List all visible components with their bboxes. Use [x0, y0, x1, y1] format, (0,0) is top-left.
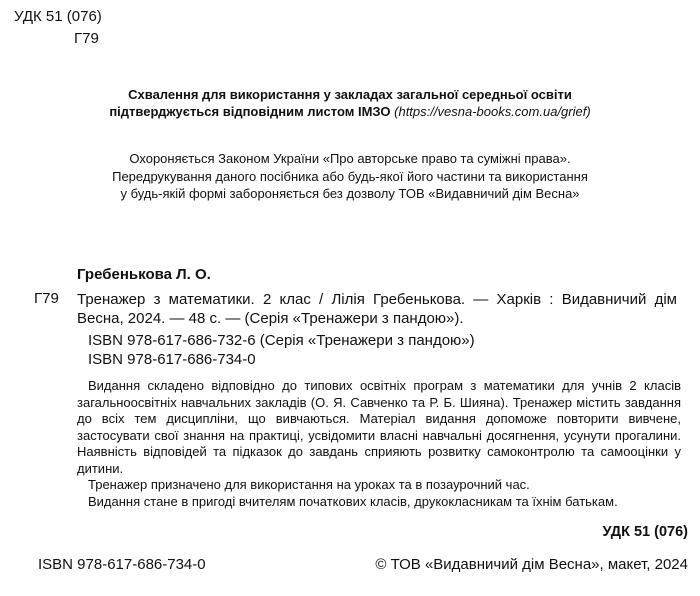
abstract	[77, 378, 681, 510]
udk-code-bottom: УДК 51 (076)	[602, 524, 688, 540]
copyright-footer: © ТОВ «Видавничий дім Весна», макет, 2024	[375, 556, 688, 573]
approval-line-2	[0, 103, 700, 120]
abstract-paragraph-2: Тренажер призначено для використання на уроках та в позаурочний час.	[88, 477, 530, 492]
copyright-notice-line-1: Охороняється Законом України «Про авторське право та суміжні права».	[129, 151, 571, 166]
isbn-footer: ISBN 978-617-686-734-0	[38, 556, 206, 573]
author-name: Гребенькова Л. О.	[77, 266, 211, 283]
copyright-notice	[0, 150, 700, 203]
copyright-notice-line-3: у будь-якій формі забороняється без дозволу ТОВ «Видавничий дім Весна»	[120, 186, 580, 201]
approval-line-1: Схвалення для використання у закладах загальної середньої освіти	[128, 87, 572, 102]
isbn-series: ISBN 978-617-686-732-6 (Серія «Тренажери з пандою»)	[88, 332, 475, 349]
abstract-paragraph-1: Видання складено відповідно до типових освітніх програм з математики для учнів 2 класів загальноосвітніх навчальних закладів (О. Я. Савченко та Р. Б. Шияна). Тренажер містить завдання до всіх тем дисципліни, що вивчаються. Матеріал видання допоможе повторити вивчене, застосувати свої знання на практиці, усвідомити власні навчальні досягнення, усунути прогалини. Наявність відповідей та підказок до завдань сприяють розвитку самоконтролю та самооцінки у дитини.	[77, 378, 681, 476]
copyright-notice-line-2: Передрукування даного посібника або будь-якої його частини та використання	[112, 168, 588, 184]
approval-notice	[0, 86, 700, 120]
author-code-top: Г79	[74, 30, 99, 47]
approval-line-2-text: підтверджується відповідним листом ІМЗО	[109, 104, 391, 119]
abstract-paragraph-3: Видання стане в пригоді вчителям початкових класів, друкокласникам та їхнім батькам.	[88, 493, 618, 509]
bibliographic-record: Тренажер з математики. 2 клас / Лілія Гребенькова. — Харків : Видавничий дім Весна, 2024. — 48 с. — (Серія «Тренажери з пандою»).	[77, 291, 677, 327]
catalog-code: Г79	[34, 290, 59, 307]
approval-url: (https://vesna-books.com.ua/grief)	[394, 104, 591, 119]
udk-code-top: УДК 51 (076)	[14, 8, 102, 25]
isbn-book: ISBN 978-617-686-734-0	[88, 351, 256, 368]
